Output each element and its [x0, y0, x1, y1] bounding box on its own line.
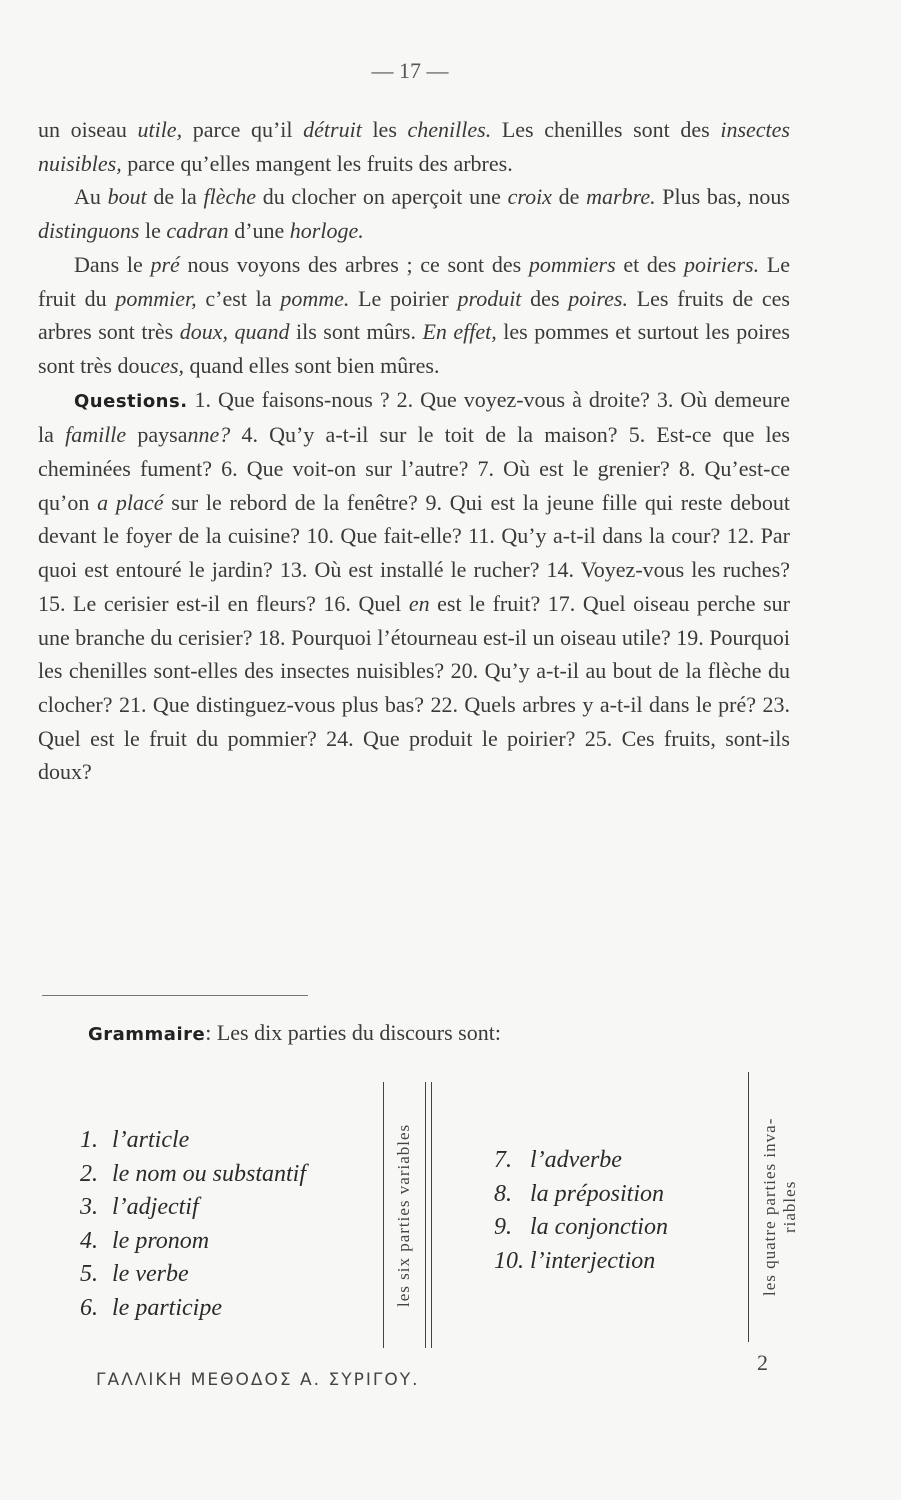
list-item: 4. le pronom — [80, 1227, 210, 1254]
questions-heading: Questions. — [74, 390, 188, 412]
signature-number: 2 — [757, 1350, 768, 1375]
bracket-rule — [431, 1082, 432, 1348]
list-item: 8. la préposition — [494, 1180, 665, 1207]
book-footer: ΓΑΛΛΙΚΗ ΜΕΘΟΔΟΣ Α. ΣΥΡΙΓΟΥ. — [96, 1370, 420, 1390]
list-item: 9. la conjonction — [494, 1214, 668, 1240]
list-item: 7. l’adverbe — [494, 1147, 622, 1173]
paragraph-etourneau: un oiseau utile, parce qu’il détruit les chenilles. Les chenilles sont des insectes nuisibles, parce qu’elles mangent les fruits des arbres. — [38, 117, 790, 176]
invariable-parts-list — [494, 1144, 668, 1278]
list-item: 3. l’adjectif — [80, 1194, 199, 1220]
list-item: 2. le nom ou substantif — [80, 1160, 307, 1187]
variable-parts-label: les six parties variables — [394, 1123, 413, 1307]
bracket-rule — [383, 1082, 384, 1348]
grammar-intro: Grammaire: Les dix parties du discours sont: — [88, 1020, 501, 1045]
invariable-parts-label: les quatre parties inva- riables — [760, 1117, 799, 1297]
variable-parts-list — [80, 1124, 306, 1325]
grammar-heading: Grammaire — [88, 1024, 206, 1045]
paragraph-pre: Dans le pré nous voyons des arbres ; ce sont des pommiers et des poiriers. Le fruit du pommier, c’est la pomme. Le poirier produit des poires. Les fruits de ces arbres sont très doux, quand ils sont mûrs. En effet, les pommes et surtout les poires sont très douces, quand elles sont bien mûres. — [38, 251, 791, 378]
list-item: 6. le participe — [80, 1294, 222, 1321]
paragraph-clocher: Au bout de la flèche du clocher on aperçoit une croix de marbre. Plus bas, nous distinguons le cadran d’une horloge. — [38, 184, 790, 244]
list-item: 10. l’interjection — [494, 1247, 656, 1274]
bracket-rule — [748, 1072, 749, 1342]
questions-paragraph: Questions. 1. Que faisons-nous ? 2. Que voyez-vous à droite? 3. Où demeure la famille paysanne? 4. Qu’y a-t-il sur le toit de la maison? 5. Est-ce que les cheminées fument? 6. Que voit-on sur l’autre? 7. Où est le grenier? 8. Qu’est-ce qu’on a placé sur le rebord de la fenêtre? 9. Qui est la jeune fille qui reste debout devant le foyer de la cuisine? 10. Que fait-elle? 11. Qu’y a-t-il dans la cour? 12. Par quoi est entouré le jardin? 13. Où est installé le rucher? 14. Voyez-vous les ruches? 15. Le cerisier est-il en fleurs? 16. Quel en est le fruit? 17. Quel oiseau perche sur une branche du cerisier? 18. Pourquoi l’étourneau est-il un oiseau utile? 19. Pourquoi les chenilles sont-elles des insectes nuisibles? 20. Qu’y a-t-il au bout de la flèche du clocher? 21. Que distinguez-vous plus bas? 22. Quels arbres y a-t-il dans le pré? 23. Quel est le fruit du pommier? 24. Que produit le poirier? 25. Ces fruits, sont-ils doux? — [38, 386, 791, 785]
section-divider — [42, 995, 308, 996]
list-item: 1. l’article — [80, 1127, 190, 1153]
page-number: — 17 — — [371, 58, 449, 83]
bracket-rule — [425, 1082, 426, 1348]
list-item: 5. le verbe — [80, 1261, 189, 1287]
reading-text — [38, 113, 790, 789]
